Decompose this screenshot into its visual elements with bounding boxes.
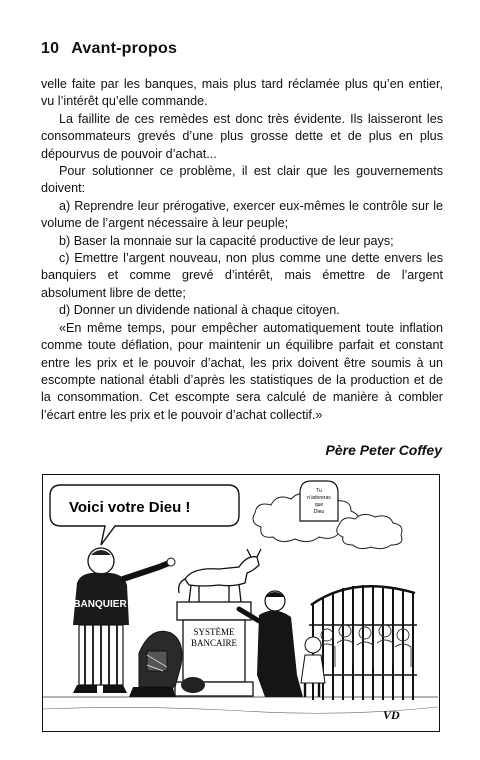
list-item-d: d) Donner un dividende national à chaque citoyen. — [59, 303, 340, 318]
list-item-c: c) Emettre l’argent nouveau, non plus comme une dette envers les banquiers et comme grevé d’intérêt, mais émettre de l’argent absolument libre de dette; — [41, 251, 443, 300]
quote-author: Père Peter Coffey — [325, 442, 442, 458]
banker-label: BANQUIER — [73, 599, 127, 610]
tablet-text: n'adoreras — [307, 495, 331, 501]
commandment-tablet — [300, 481, 338, 521]
list-item-a: a) Reprendre leur prérogative, exercer eux-mêmes le contrôle sur le volume de l’argent nécessaire à leur peuple; — [41, 198, 443, 231]
tablet-text: Dieu — [313, 509, 325, 515]
paragraph: velle faite par les banques, mais plus tard réclamée plus qu’en entier, vu l’intérêt qu’elle commande. — [41, 77, 443, 109]
chapter-title: Avant-propos — [71, 40, 178, 57]
ground-shading — [43, 707, 438, 713]
artist-signature: VD — [383, 708, 400, 722]
cartoon-illustration — [42, 474, 440, 732]
tablet-text: Tu — [316, 488, 322, 494]
pedestal-label-line2: BANCAIRE — [190, 638, 238, 648]
golden-calf — [179, 549, 261, 602]
speech-text: Voici votre Dieu ! — [69, 499, 191, 516]
page-number: 10 — [41, 40, 60, 57]
pedestal-label-line1: SYSTÈME — [193, 627, 235, 637]
quote-paragraph: «En même temps, pour empêcher automatiquement toute inflation comme toute déflation, pour maintenir un équilibre parfait et constant entre les prix et le pouvoir d’achat, les prix doivent être soumis à un escompte national établi d’après les statistiques de la production et de la consommation. Cet escompte sera calculé de manière à combler l’écart entre les prix et le pouvoir d’achat collectif.» — [41, 320, 443, 422]
paragraph: Pour solutionner ce problème, il est clair que les gouvernements doivent: — [41, 164, 443, 196]
cartoon-drawing — [43, 475, 438, 730]
paragraph: La faillite de ces remèdes est donc très évidente. Ils laisseront les consommateurs grevés d’une plus grosse dette et de plus en plus dépourvus de pouvoir d’achat... — [41, 111, 443, 161]
running-header — [41, 40, 177, 58]
tablet-text: que — [314, 502, 324, 508]
list-item-b: b) Baser la monnaie sur la capacité productive de leur pays; — [59, 233, 394, 248]
body-text — [41, 76, 443, 424]
